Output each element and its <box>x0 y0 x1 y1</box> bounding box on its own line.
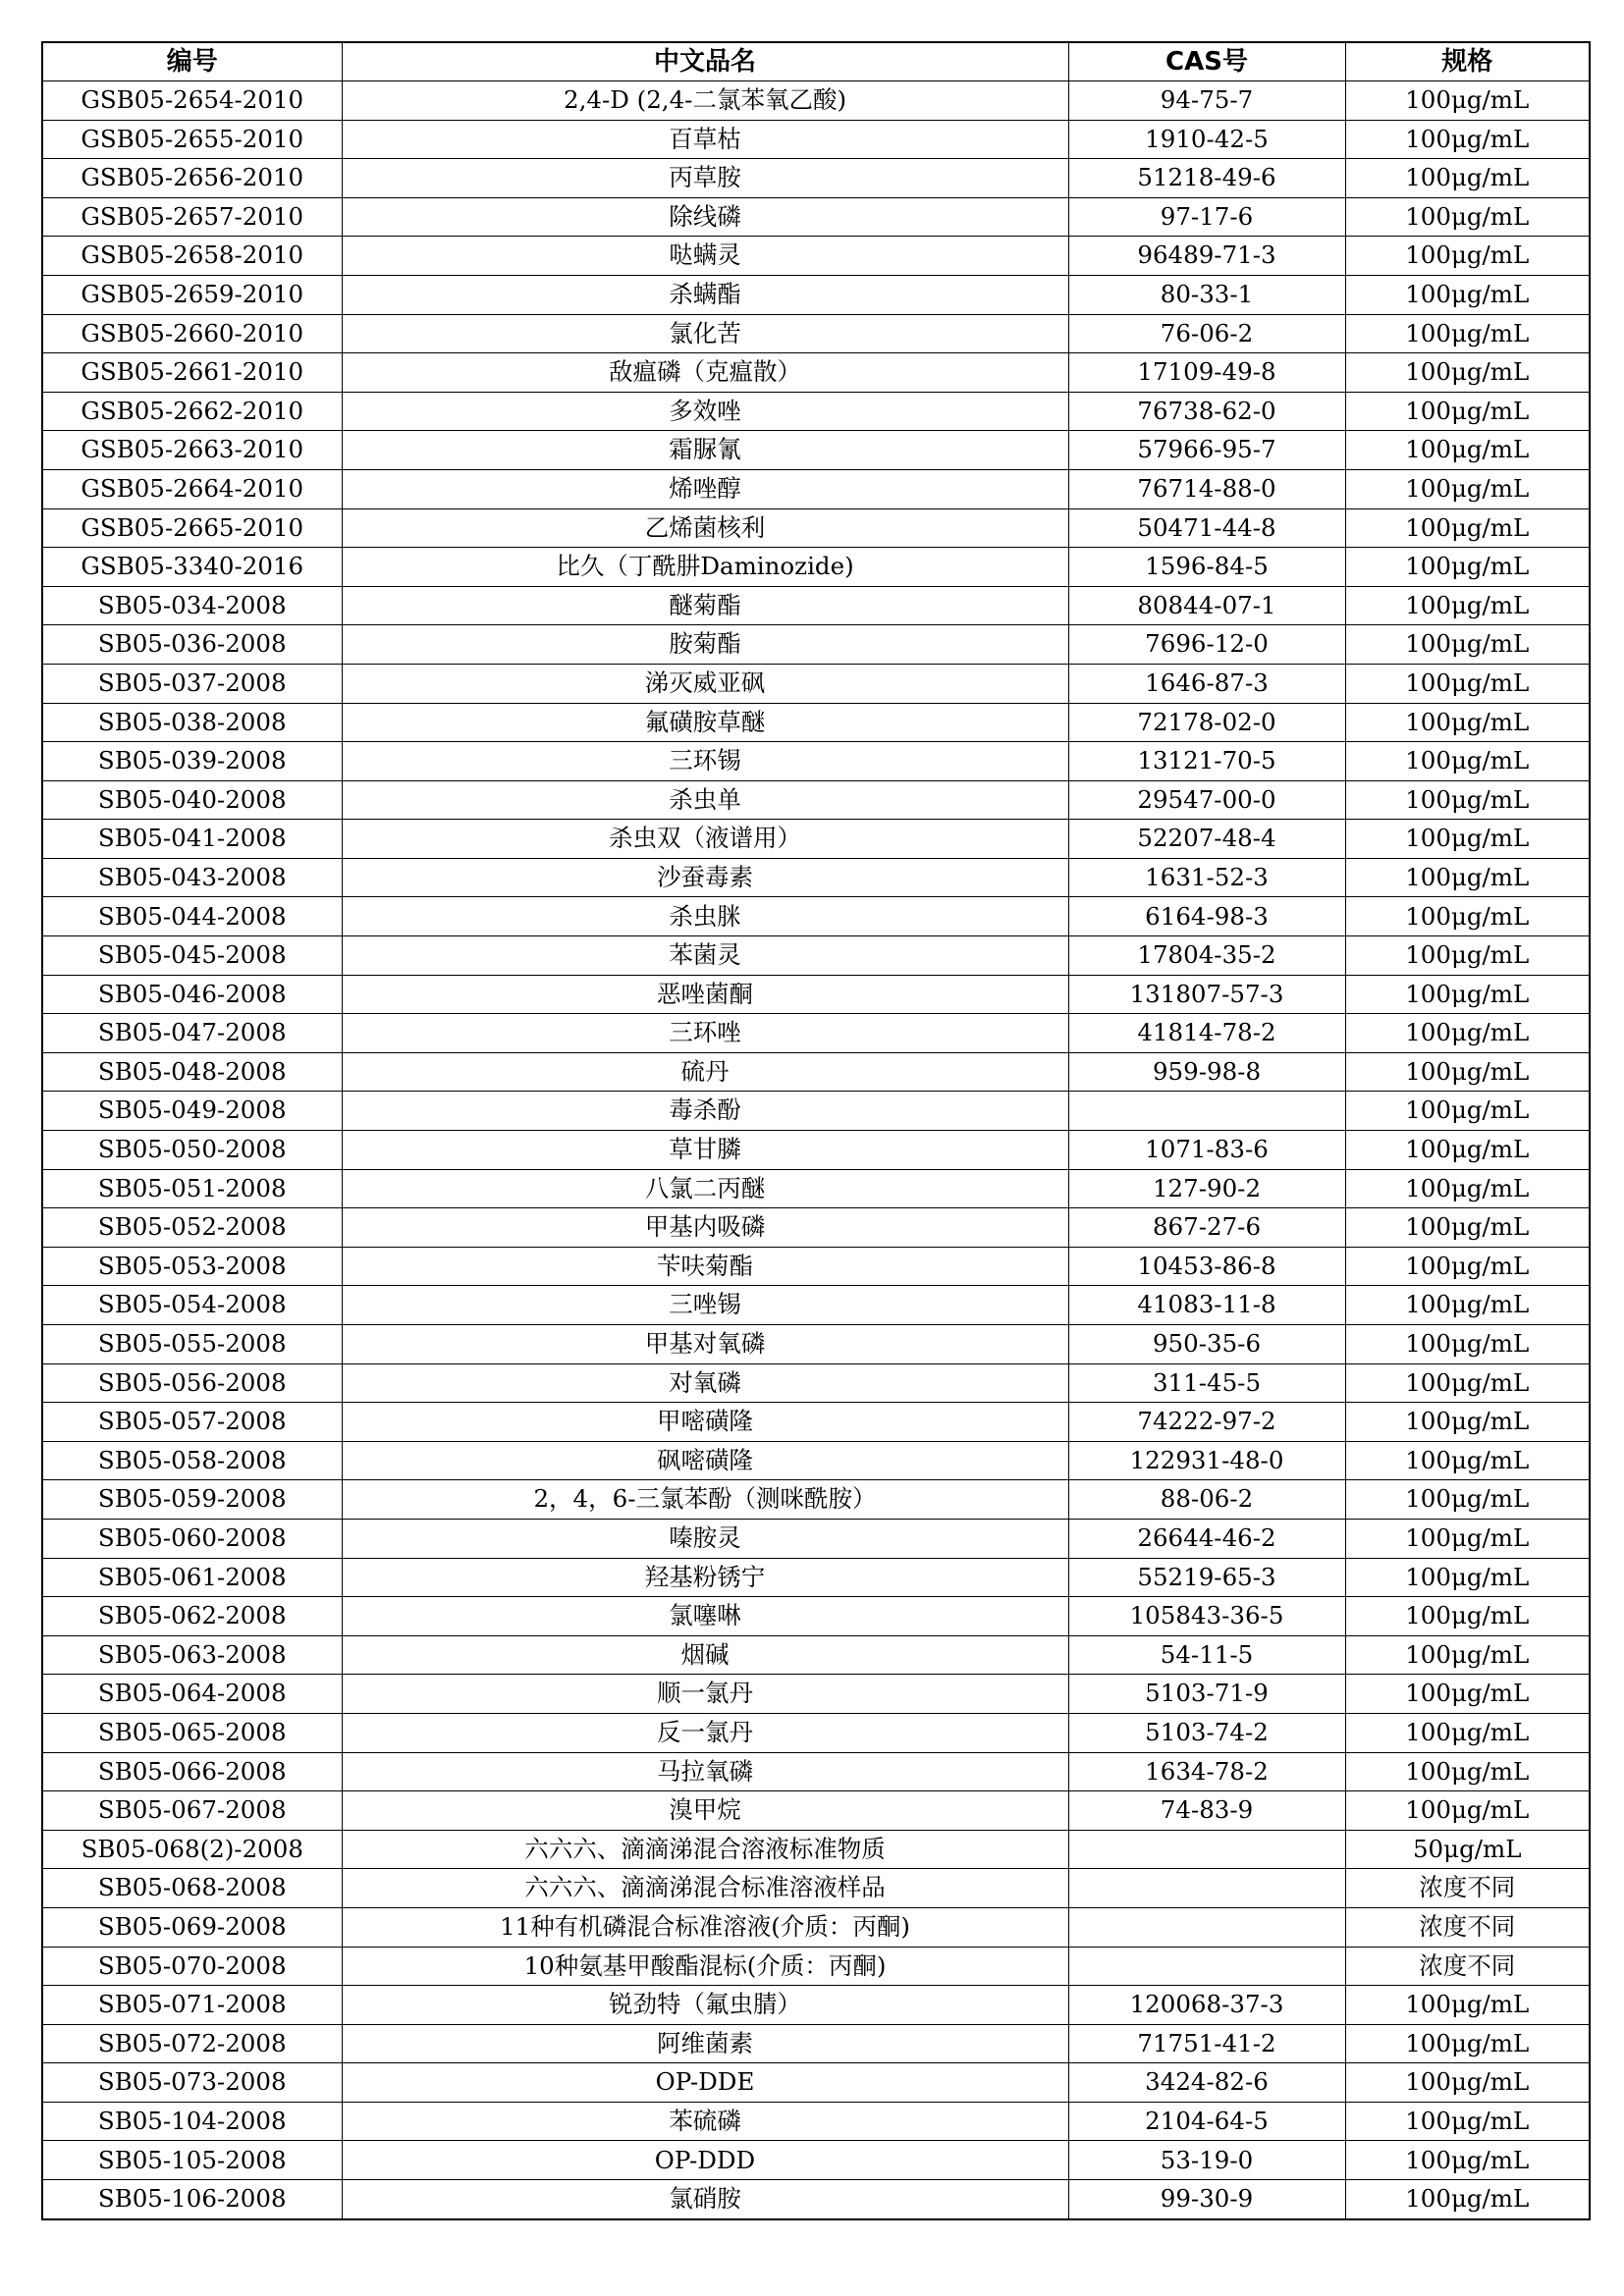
cell-chinese-name: 苄呋菊酯 <box>342 1247 1068 1286</box>
table-row <box>42 469 1590 508</box>
table-row <box>42 159 1590 198</box>
cell-specification: 100μg/mL <box>1345 431 1590 470</box>
cell-specification: 100μg/mL <box>1345 2102 1590 2141</box>
cell-cas-number <box>1068 1947 1345 1986</box>
cell-code: SB05-040-2008 <box>42 780 342 820</box>
cell-chinese-name: 10种氨基甲酸酯混标(介质：丙酮) <box>342 1947 1068 1986</box>
cell-cas-number: 127-90-2 <box>1068 1169 1345 1208</box>
cell-chinese-name: 阿维菌素 <box>342 2024 1068 2063</box>
cell-cas-number: 3424-82-6 <box>1068 2063 1345 2103</box>
cell-cas-number: 5103-74-2 <box>1068 1713 1345 1752</box>
cell-chinese-name: 霜脲氰 <box>342 431 1068 470</box>
cell-chinese-name: OP-DDD <box>342 2141 1068 2180</box>
table-row <box>42 314 1590 353</box>
cell-specification: 100μg/mL <box>1345 2024 1590 2063</box>
cell-cas-number: 94-75-7 <box>1068 81 1345 121</box>
cell-cas-number: 7696-12-0 <box>1068 625 1345 665</box>
cell-chinese-name: 沙蚕毒素 <box>342 858 1068 897</box>
cell-chinese-name: 草甘膦 <box>342 1131 1068 1170</box>
cell-specification: 浓度不同 <box>1345 1869 1590 1908</box>
cell-code: GSB05-2665-2010 <box>42 508 342 548</box>
table-row <box>42 703 1590 742</box>
cell-cas-number: 57966-95-7 <box>1068 431 1345 470</box>
cell-cas-number <box>1068 1907 1345 1947</box>
cell-code: GSB05-2663-2010 <box>42 431 342 470</box>
cell-specification: 100μg/mL <box>1345 1286 1590 1325</box>
cell-specification: 100μg/mL <box>1345 1014 1590 1053</box>
cell-code: SB05-039-2008 <box>42 742 342 781</box>
cell-specification: 100μg/mL <box>1345 120 1590 159</box>
cell-cas-number: 88-06-2 <box>1068 1480 1345 1520</box>
cell-chinese-name: 杀螨酯 <box>342 275 1068 314</box>
cell-specification: 100μg/mL <box>1345 1169 1590 1208</box>
cell-cas-number: 1071-83-6 <box>1068 1131 1345 1170</box>
table-row <box>42 1169 1590 1208</box>
cell-specification: 100μg/mL <box>1345 780 1590 820</box>
cell-cas-number: 5103-71-9 <box>1068 1675 1345 1714</box>
cell-specification: 100μg/mL <box>1345 159 1590 198</box>
cell-cas-number: 29547-00-0 <box>1068 780 1345 820</box>
table-row <box>42 1947 1590 1986</box>
table-row <box>42 431 1590 470</box>
cell-cas-number: 52207-48-4 <box>1068 820 1345 859</box>
cell-chinese-name: 醚菊酯 <box>342 586 1068 625</box>
cell-specification: 100μg/mL <box>1345 1791 1590 1831</box>
cell-cas-number: 1596-84-5 <box>1068 548 1345 587</box>
cell-specification: 浓度不同 <box>1345 1907 1590 1947</box>
cell-code: SB05-106-2008 <box>42 2180 342 2219</box>
cell-cas-number: 99-30-9 <box>1068 2180 1345 2219</box>
cell-chinese-name: 三环唑 <box>342 1014 1068 1053</box>
cell-code: SB05-041-2008 <box>42 820 342 859</box>
cell-specification: 100μg/mL <box>1345 1752 1590 1791</box>
cell-cas-number: 50471-44-8 <box>1068 508 1345 548</box>
cell-chinese-name: 砜嘧磺隆 <box>342 1441 1068 1480</box>
table-row <box>42 1713 1590 1752</box>
cell-cas-number: 53-19-0 <box>1068 2141 1345 2180</box>
cell-cas-number: 55219-65-3 <box>1068 1558 1345 1597</box>
cell-specification: 100μg/mL <box>1345 1519 1590 1558</box>
table-row <box>42 1131 1590 1170</box>
cell-specification: 100μg/mL <box>1345 1092 1590 1131</box>
cell-code: SB05-044-2008 <box>42 897 342 936</box>
cell-cas-number: 80844-07-1 <box>1068 586 1345 625</box>
cell-specification: 100μg/mL <box>1345 1325 1590 1364</box>
cell-specification: 100μg/mL <box>1345 548 1590 587</box>
cell-code: SB05-057-2008 <box>42 1403 342 1442</box>
cell-chinese-name: 除线磷 <box>342 197 1068 237</box>
cell-code: SB05-034-2008 <box>42 586 342 625</box>
table-row <box>42 1869 1590 1908</box>
cell-specification: 100μg/mL <box>1345 1441 1590 1480</box>
cell-specification: 100μg/mL <box>1345 1403 1590 1442</box>
table-row <box>42 2141 1590 2180</box>
cell-specification: 100μg/mL <box>1345 237 1590 276</box>
cell-chinese-name: 嗪胺灵 <box>342 1519 1068 1558</box>
table-row <box>42 1558 1590 1597</box>
cell-code: SB05-064-2008 <box>42 1675 342 1714</box>
cell-chinese-name: 烟碱 <box>342 1635 1068 1675</box>
table-row <box>42 1208 1590 1248</box>
cell-specification: 100μg/mL <box>1345 1131 1590 1170</box>
cell-cas-number: 105843-36-5 <box>1068 1597 1345 1636</box>
cell-cas-number: 41814-78-2 <box>1068 1014 1345 1053</box>
cell-chinese-name: 敌瘟磷（克瘟散） <box>342 353 1068 393</box>
table-row <box>42 975 1590 1014</box>
cell-cas-number: 120068-37-3 <box>1068 1986 1345 2025</box>
cell-code: SB05-072-2008 <box>42 2024 342 2063</box>
cell-cas-number <box>1068 1869 1345 1908</box>
cell-specification: 100μg/mL <box>1345 2141 1590 2180</box>
table-row <box>42 508 1590 548</box>
header-code: 编号 <box>42 42 342 81</box>
cell-code: SB05-058-2008 <box>42 1441 342 1480</box>
cell-chinese-name: 苯硫磷 <box>342 2102 1068 2141</box>
cell-specification: 100μg/mL <box>1345 664 1590 703</box>
cell-code: SB05-060-2008 <box>42 1519 342 1558</box>
cell-code: GSB05-2655-2010 <box>42 120 342 159</box>
cell-specification: 100μg/mL <box>1345 392 1590 431</box>
cell-cas-number: 122931-48-0 <box>1068 1441 1345 1480</box>
cell-specification: 100μg/mL <box>1345 469 1590 508</box>
cell-code: SB05-047-2008 <box>42 1014 342 1053</box>
cell-chinese-name: 锐劲特（氟虫腈） <box>342 1986 1068 2025</box>
cell-chinese-name: 三唑锡 <box>342 1286 1068 1325</box>
cell-code: SB05-071-2008 <box>42 1986 342 2025</box>
table-row <box>42 392 1590 431</box>
cell-specification: 100μg/mL <box>1345 81 1590 121</box>
table-row <box>42 120 1590 159</box>
cell-specification: 100μg/mL <box>1345 975 1590 1014</box>
cell-chinese-name: 羟基粉锈宁 <box>342 1558 1068 1597</box>
cell-specification: 100μg/mL <box>1345 1986 1590 2025</box>
table-row <box>42 586 1590 625</box>
cell-chinese-name: 胺菊酯 <box>342 625 1068 665</box>
cell-specification: 100μg/mL <box>1345 1363 1590 1403</box>
cell-cas-number: 959-98-8 <box>1068 1052 1345 1092</box>
cell-code: SB05-062-2008 <box>42 1597 342 1636</box>
table-row <box>42 1635 1590 1675</box>
cell-chinese-name: 六六六、滴滴涕混合溶液标准物质 <box>342 1830 1068 1869</box>
table-row <box>42 2024 1590 2063</box>
cell-specification: 100μg/mL <box>1345 1597 1590 1636</box>
cell-chinese-name: 顺一氯丹 <box>342 1675 1068 1714</box>
cell-code: GSB05-2661-2010 <box>42 353 342 393</box>
cell-code: SB05-054-2008 <box>42 1286 342 1325</box>
cell-chinese-name: 氯噻啉 <box>342 1597 1068 1636</box>
cell-chinese-name: 乙烯菌核利 <box>342 508 1068 548</box>
cell-specification: 50μg/mL <box>1345 1830 1590 1869</box>
cell-cas-number: 2104-64-5 <box>1068 2102 1345 2141</box>
cell-specification: 100μg/mL <box>1345 897 1590 936</box>
cell-specification: 100μg/mL <box>1345 625 1590 665</box>
cell-chinese-name: 2,4-D (2,4-二氯苯氧乙酸) <box>342 81 1068 121</box>
table-row <box>42 237 1590 276</box>
cell-cas-number: 311-45-5 <box>1068 1363 1345 1403</box>
cell-code: GSB05-2664-2010 <box>42 469 342 508</box>
cell-chinese-name: 2，4，6-三氯苯酚（测咪酰胺） <box>342 1480 1068 1520</box>
cell-code: GSB05-2657-2010 <box>42 197 342 237</box>
cell-chinese-name: 对氧磷 <box>342 1363 1068 1403</box>
cell-chinese-name: 甲嘧磺隆 <box>342 1403 1068 1442</box>
cell-specification: 100μg/mL <box>1345 197 1590 237</box>
table-row <box>42 1363 1590 1403</box>
cell-chinese-name: 杀虫脒 <box>342 897 1068 936</box>
cell-code: SB05-104-2008 <box>42 2102 342 2141</box>
cell-code: SB05-055-2008 <box>42 1325 342 1364</box>
cell-cas-number: 17109-49-8 <box>1068 353 1345 393</box>
cell-specification: 100μg/mL <box>1345 314 1590 353</box>
cell-specification: 100μg/mL <box>1345 820 1590 859</box>
table-header-row <box>42 42 1590 81</box>
cell-chinese-name: 哒螨灵 <box>342 237 1068 276</box>
table-row <box>42 1247 1590 1286</box>
cell-chinese-name: 涕灭威亚砜 <box>342 664 1068 703</box>
table-row <box>42 2063 1590 2103</box>
table-row <box>42 2180 1590 2219</box>
cell-cas-number: 1646-87-3 <box>1068 664 1345 703</box>
cell-chinese-name: 甲基对氧磷 <box>342 1325 1068 1364</box>
cell-specification: 100μg/mL <box>1345 586 1590 625</box>
table-row <box>42 353 1590 393</box>
cell-chinese-name: OP-DDE <box>342 2063 1068 2103</box>
cell-specification: 100μg/mL <box>1345 1052 1590 1092</box>
cell-cas-number: 26644-46-2 <box>1068 1519 1345 1558</box>
table-row <box>42 820 1590 859</box>
cell-chinese-name: 三环锡 <box>342 742 1068 781</box>
header-cas-number: CAS号 <box>1068 42 1345 81</box>
header-chinese-name: 中文品名 <box>342 42 1068 81</box>
cell-chinese-name: 11种有机磷混合标准溶液(介质：丙酮) <box>342 1907 1068 1947</box>
table-row <box>42 275 1590 314</box>
cell-cas-number: 10453-86-8 <box>1068 1247 1345 1286</box>
cell-cas-number: 74222-97-2 <box>1068 1403 1345 1442</box>
cell-specification: 100μg/mL <box>1345 703 1590 742</box>
table-row <box>42 742 1590 781</box>
cell-code: SB05-043-2008 <box>42 858 342 897</box>
cell-code: SB05-037-2008 <box>42 664 342 703</box>
cell-chinese-name: 苯菌灵 <box>342 936 1068 976</box>
cell-chinese-name: 多效唑 <box>342 392 1068 431</box>
cell-specification: 100μg/mL <box>1345 858 1590 897</box>
cell-chinese-name: 八氯二丙醚 <box>342 1169 1068 1208</box>
cell-chinese-name: 氯化苦 <box>342 314 1068 353</box>
cell-cas-number: 97-17-6 <box>1068 197 1345 237</box>
cell-code: SB05-069-2008 <box>42 1907 342 1947</box>
table-row <box>42 1014 1590 1053</box>
cell-specification: 100μg/mL <box>1345 275 1590 314</box>
cell-specification: 100μg/mL <box>1345 1208 1590 1248</box>
cell-code: SB05-046-2008 <box>42 975 342 1014</box>
cell-cas-number: 950-35-6 <box>1068 1325 1345 1364</box>
cell-specification: 100μg/mL <box>1345 1558 1590 1597</box>
cell-code: SB05-070-2008 <box>42 1947 342 1986</box>
cell-code: GSB05-2656-2010 <box>42 159 342 198</box>
table-row <box>42 1986 1590 2025</box>
cell-code: GSB05-2660-2010 <box>42 314 342 353</box>
table-row <box>42 1286 1590 1325</box>
cell-cas-number: 131807-57-3 <box>1068 975 1345 1014</box>
cell-code: SB05-105-2008 <box>42 2141 342 2180</box>
table-row <box>42 1597 1590 1636</box>
table-row <box>42 2102 1590 2141</box>
table-row <box>42 858 1590 897</box>
cell-code: GSB05-2658-2010 <box>42 237 342 276</box>
table-body <box>42 81 1590 2219</box>
cell-code: SB05-051-2008 <box>42 1169 342 1208</box>
cell-cas-number: 867-27-6 <box>1068 1208 1345 1248</box>
cell-specification: 100μg/mL <box>1345 742 1590 781</box>
cell-code: SB05-056-2008 <box>42 1363 342 1403</box>
cell-chinese-name: 马拉氧磷 <box>342 1752 1068 1791</box>
table-row <box>42 1052 1590 1092</box>
cell-cas-number: 1634-78-2 <box>1068 1752 1345 1791</box>
cell-code: GSB05-2662-2010 <box>42 392 342 431</box>
cell-cas-number: 51218-49-6 <box>1068 159 1345 198</box>
table-row <box>42 936 1590 976</box>
cell-cas-number: 80-33-1 <box>1068 275 1345 314</box>
cell-chinese-name: 百草枯 <box>342 120 1068 159</box>
cell-code: SB05-048-2008 <box>42 1052 342 1092</box>
cell-specification: 100μg/mL <box>1345 936 1590 976</box>
cell-code: SB05-053-2008 <box>42 1247 342 1286</box>
cell-specification: 100μg/mL <box>1345 1635 1590 1675</box>
cell-code: SB05-067-2008 <box>42 1791 342 1831</box>
cell-code: SB05-068-2008 <box>42 1869 342 1908</box>
cell-cas-number: 76738-62-0 <box>1068 392 1345 431</box>
cell-code: SB05-068(2)-2008 <box>42 1830 342 1869</box>
cell-chinese-name: 杀虫单 <box>342 780 1068 820</box>
cell-cas-number <box>1068 1092 1345 1131</box>
table-row <box>42 1752 1590 1791</box>
cell-cas-number: 71751-41-2 <box>1068 2024 1345 2063</box>
cell-cas-number: 54-11-5 <box>1068 1635 1345 1675</box>
table-row <box>42 548 1590 587</box>
cell-chinese-name: 甲基内吸磷 <box>342 1208 1068 1248</box>
table-row <box>42 1675 1590 1714</box>
table-row <box>42 897 1590 936</box>
table-row <box>42 1907 1590 1947</box>
cell-code: SB05-050-2008 <box>42 1131 342 1170</box>
cell-specification: 100μg/mL <box>1345 1247 1590 1286</box>
table-row <box>42 1519 1590 1558</box>
cell-cas-number: 6164-98-3 <box>1068 897 1345 936</box>
cell-specification: 浓度不同 <box>1345 1947 1590 1986</box>
cell-code: SB05-066-2008 <box>42 1752 342 1791</box>
cell-cas-number: 76714-88-0 <box>1068 469 1345 508</box>
cell-cas-number: 74-83-9 <box>1068 1791 1345 1831</box>
cell-code: GSB05-3340-2016 <box>42 548 342 587</box>
table-row <box>42 780 1590 820</box>
cell-specification: 100μg/mL <box>1345 2180 1590 2219</box>
table-row <box>42 197 1590 237</box>
cell-cas-number: 1631-52-3 <box>1068 858 1345 897</box>
cell-chinese-name: 氯硝胺 <box>342 2180 1068 2219</box>
table-row <box>42 1830 1590 1869</box>
header-specification: 规格 <box>1345 42 1590 81</box>
table-row <box>42 1325 1590 1364</box>
cell-code: SB05-059-2008 <box>42 1480 342 1520</box>
cell-cas-number: 1910-42-5 <box>1068 120 1345 159</box>
cell-cas-number: 17804-35-2 <box>1068 936 1345 976</box>
cell-code: SB05-036-2008 <box>42 625 342 665</box>
cell-cas-number: 13121-70-5 <box>1068 742 1345 781</box>
cell-cas-number: 96489-71-3 <box>1068 237 1345 276</box>
cell-code: SB05-061-2008 <box>42 1558 342 1597</box>
table-row <box>42 1480 1590 1520</box>
cell-chinese-name: 硫丹 <box>342 1052 1068 1092</box>
cell-cas-number <box>1068 1830 1345 1869</box>
cell-code: SB05-065-2008 <box>42 1713 342 1752</box>
cell-chinese-name: 烯唑醇 <box>342 469 1068 508</box>
table-row <box>42 81 1590 121</box>
cell-specification: 100μg/mL <box>1345 1713 1590 1752</box>
cell-code: SB05-073-2008 <box>42 2063 342 2103</box>
cell-specification: 100μg/mL <box>1345 1675 1590 1714</box>
cell-chinese-name: 恶唑菌酮 <box>342 975 1068 1014</box>
cell-specification: 100μg/mL <box>1345 1480 1590 1520</box>
cell-chinese-name: 毒杀酚 <box>342 1092 1068 1131</box>
cell-chinese-name: 丙草胺 <box>342 159 1068 198</box>
cell-chinese-name: 氟磺胺草醚 <box>342 703 1068 742</box>
cell-code: SB05-045-2008 <box>42 936 342 976</box>
table-row <box>42 1791 1590 1831</box>
cell-chinese-name: 六六六、滴滴涕混合标准溶液样品 <box>342 1869 1068 1908</box>
table-row <box>42 1092 1590 1131</box>
cell-code: SB05-063-2008 <box>42 1635 342 1675</box>
table-row <box>42 664 1590 703</box>
cell-chinese-name: 比久（丁酰肼Daminozide) <box>342 548 1068 587</box>
cell-code: SB05-038-2008 <box>42 703 342 742</box>
table-row <box>42 1441 1590 1480</box>
cell-code: GSB05-2654-2010 <box>42 81 342 121</box>
table-row <box>42 1403 1590 1442</box>
cell-cas-number: 72178-02-0 <box>1068 703 1345 742</box>
cell-chinese-name: 杀虫双（液谱用） <box>342 820 1068 859</box>
cell-specification: 100μg/mL <box>1345 508 1590 548</box>
cell-specification: 100μg/mL <box>1345 353 1590 393</box>
cell-code: SB05-052-2008 <box>42 1208 342 1248</box>
cell-chinese-name: 溴甲烷 <box>342 1791 1068 1831</box>
cell-code: SB05-049-2008 <box>42 1092 342 1131</box>
standards-table <box>41 41 1591 2220</box>
cell-code: GSB05-2659-2010 <box>42 275 342 314</box>
cell-chinese-name: 反一氯丹 <box>342 1713 1068 1752</box>
cell-cas-number: 76-06-2 <box>1068 314 1345 353</box>
table-row <box>42 625 1590 665</box>
cell-cas-number: 41083-11-8 <box>1068 1286 1345 1325</box>
cell-specification: 100μg/mL <box>1345 2063 1590 2103</box>
